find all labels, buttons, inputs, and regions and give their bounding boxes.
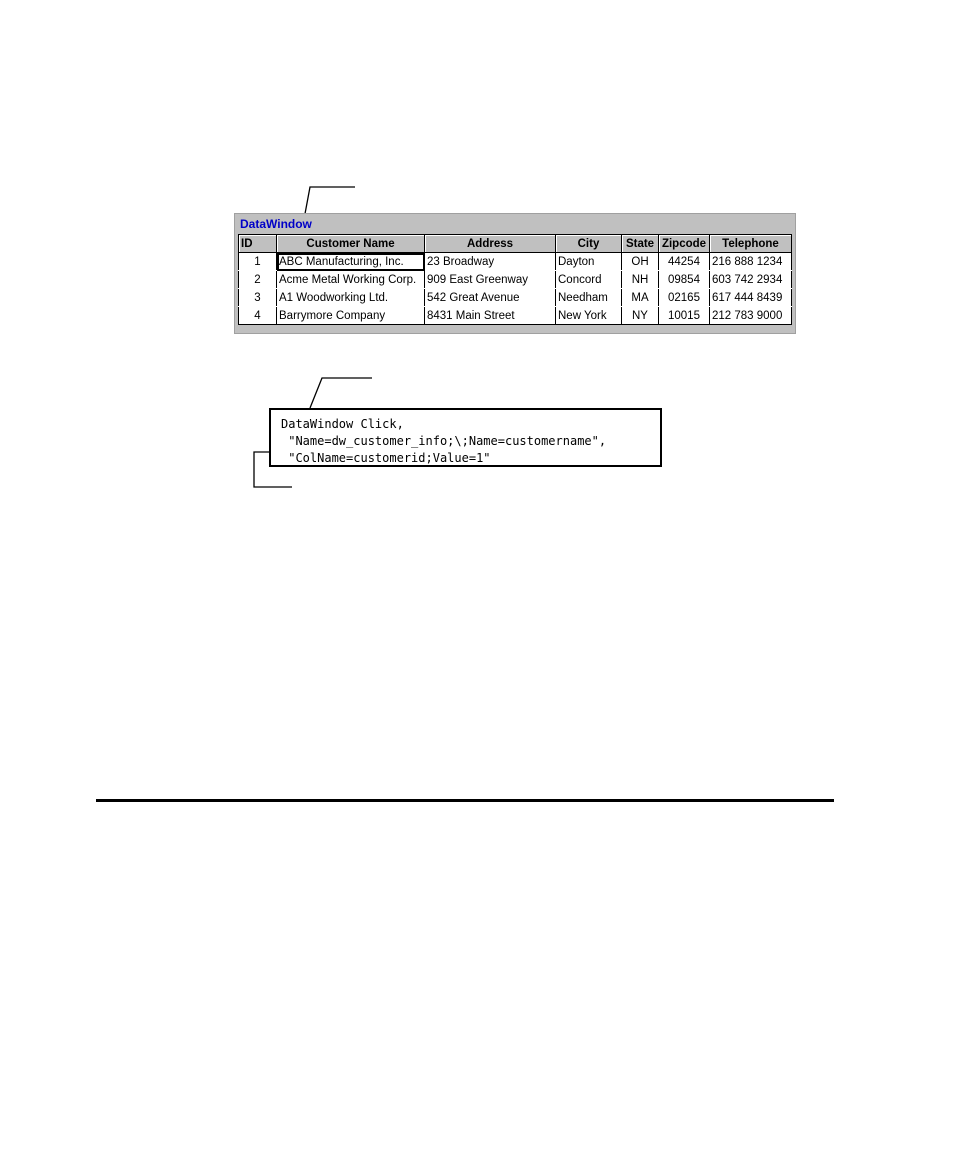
- table-row[interactable]: [239, 289, 792, 307]
- cell-city[interactable]: Needham: [556, 289, 622, 307]
- cell-state[interactable]: OH: [622, 253, 659, 271]
- column-header-telephone[interactable]: Telephone: [710, 235, 792, 253]
- cell-customer-name[interactable]: Barrymore Company: [277, 307, 425, 325]
- cell-id[interactable]: 4: [239, 307, 277, 325]
- customer-table: [238, 234, 792, 325]
- cell-address[interactable]: 8431 Main Street: [425, 307, 556, 325]
- recorded-script-box: [269, 408, 662, 467]
- code-line-2: "Name=dw_customer_info;\;Name=customername",: [281, 434, 607, 448]
- cell-zipcode[interactable]: 02165: [659, 289, 710, 307]
- cell-zipcode[interactable]: 09854: [659, 271, 710, 289]
- column-header-zipcode[interactable]: Zipcode: [659, 235, 710, 253]
- cell-zipcode[interactable]: 10015: [659, 307, 710, 325]
- footer-rule: [96, 799, 834, 802]
- cell-customer-name[interactable]: Acme Metal Working Corp.: [277, 271, 425, 289]
- datawindow-title: DataWindow: [240, 217, 312, 231]
- callout-line-code-top: [310, 378, 372, 408]
- cell-id[interactable]: 3: [239, 289, 277, 307]
- cell-zipcode[interactable]: 44254: [659, 253, 710, 271]
- cell-address[interactable]: 909 East Greenway: [425, 271, 556, 289]
- cell-city[interactable]: Dayton: [556, 253, 622, 271]
- cell-id[interactable]: 2: [239, 271, 277, 289]
- column-header-state[interactable]: State: [622, 235, 659, 253]
- column-header-id[interactable]: ID: [239, 235, 277, 253]
- table-header-row: [239, 235, 792, 253]
- cell-telephone[interactable]: 216 888 1234: [710, 253, 792, 271]
- column-header-address[interactable]: Address: [425, 235, 556, 253]
- cell-customer-name-selected[interactable]: ABC Manufacturing, Inc.: [277, 253, 425, 271]
- cell-telephone[interactable]: 603 742 2934: [710, 271, 792, 289]
- table-row[interactable]: [239, 307, 792, 325]
- table-row[interactable]: [239, 271, 792, 289]
- table-row[interactable]: [239, 253, 792, 271]
- cell-address[interactable]: 542 Great Avenue: [425, 289, 556, 307]
- code-line-3: "ColName=customerid;Value=1": [281, 451, 491, 465]
- datawindow-figure: [234, 213, 796, 334]
- cell-state[interactable]: NY: [622, 307, 659, 325]
- column-header-customer-name[interactable]: Customer Name: [277, 235, 425, 253]
- cell-city[interactable]: New York: [556, 307, 622, 325]
- cell-telephone[interactable]: 617 444 8439: [710, 289, 792, 307]
- code-line-1: DataWindow Click,: [281, 417, 404, 431]
- cell-city[interactable]: Concord: [556, 271, 622, 289]
- cell-address[interactable]: 23 Broadway: [425, 253, 556, 271]
- cell-id[interactable]: 1: [239, 253, 277, 271]
- cell-telephone[interactable]: 212 783 9000: [710, 307, 792, 325]
- column-header-city[interactable]: City: [556, 235, 622, 253]
- cell-state[interactable]: NH: [622, 271, 659, 289]
- cell-state[interactable]: MA: [622, 289, 659, 307]
- cell-customer-name[interactable]: A1 Woodworking Ltd.: [277, 289, 425, 307]
